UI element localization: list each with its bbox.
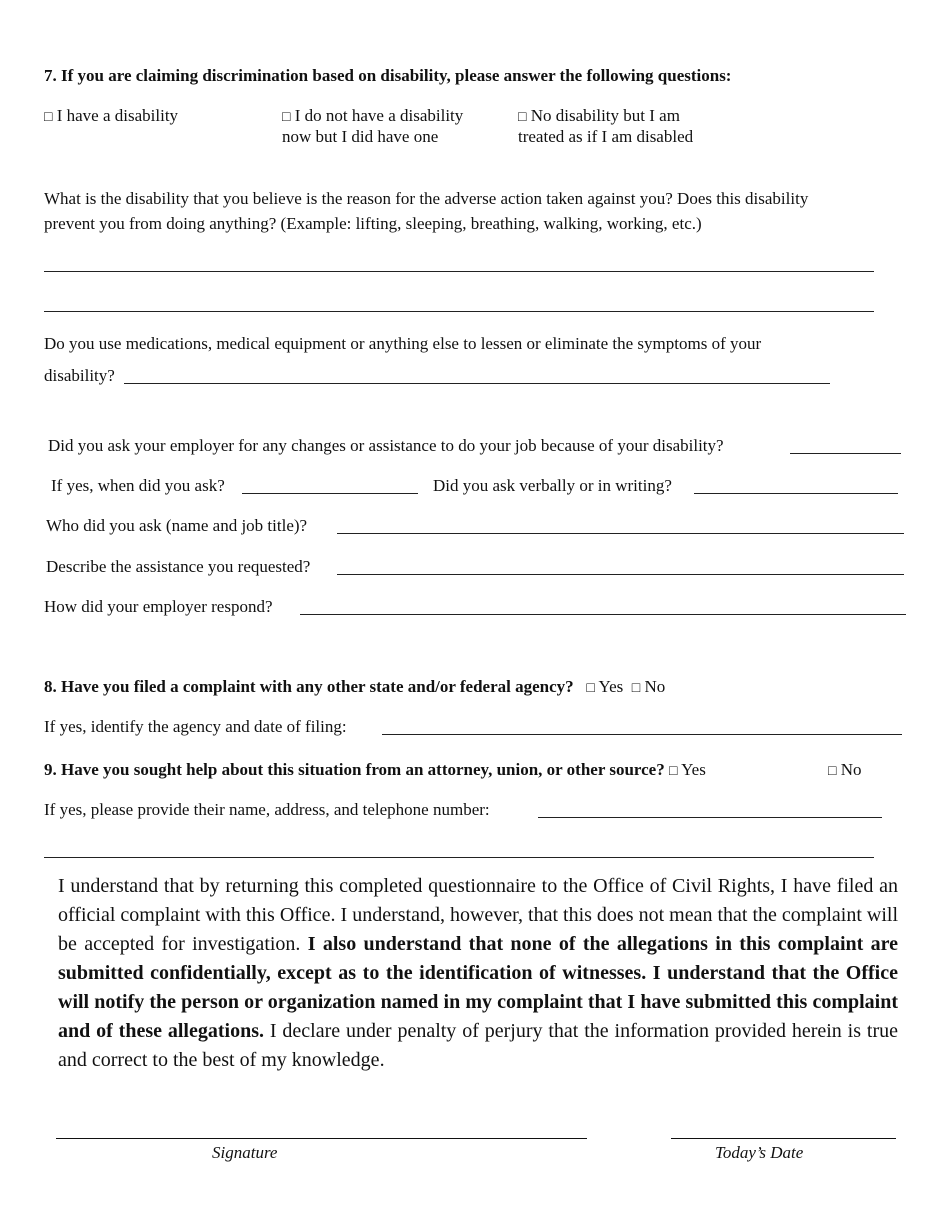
q8-identify-answer-line[interactable] xyxy=(382,734,902,735)
signature-label: Signature xyxy=(212,1143,278,1162)
option-label: I do not have a disability xyxy=(294,106,464,125)
who-answer-line[interactable] xyxy=(337,533,904,534)
declaration-part3: I declare under penalty of perjury that the information provided herein is true and correct to the best of my knowledge. xyxy=(58,1020,898,1071)
declaration-part1: I understand that by returning this completed questionnaire to the Office of Civil Rights, I have filed an official complaint with this Office. I understand, however, that this does not mean that the complaint will be accepted for investigation. xyxy=(58,875,898,955)
q8-yes-label: Yes xyxy=(598,677,624,696)
option-label: I have a disability xyxy=(56,106,179,125)
disability-answer-line-1[interactable] xyxy=(44,271,874,272)
option-label-line2: treated as if I am disabled xyxy=(518,127,694,146)
q9-provide-answer-line-2[interactable] xyxy=(44,857,874,858)
q8-row xyxy=(44,677,665,699)
q9-yes-label: Yes xyxy=(681,760,706,779)
option-label: No disability but I am xyxy=(530,106,680,125)
meds-answer-line[interactable] xyxy=(124,383,830,384)
respond-answer-line[interactable] xyxy=(300,614,906,615)
q9-no-option xyxy=(828,760,862,782)
meds-question-line1: Do you use medications, medical equipment or anything else to lessen or eliminate the symptoms of your xyxy=(44,334,762,353)
q9-provide-question: If yes, please provide their name, address, and telephone number: xyxy=(44,800,490,819)
how-answer-line[interactable] xyxy=(694,493,898,494)
checkbox-icon[interactable]: □ xyxy=(586,681,595,696)
checkbox-icon[interactable]: □ xyxy=(828,764,837,779)
q8-identify-question: If yes, identify the agency and date of filing: xyxy=(44,717,347,736)
option-label-line2: now but I did have one xyxy=(282,127,439,146)
checkbox-icon[interactable]: □ xyxy=(282,110,291,125)
meds-question-line2: disability? xyxy=(44,366,115,385)
declaration-part2-bold: I also understand that none of the allegations in this complaint are submitted confidentially, except as to the identification of witnesses. I understand that the Office will notify the person or organization named in my complaint that I have submitted this complaint and of these allegations. xyxy=(58,933,899,1042)
disability-question-line1: What is the disability that you believe is the reason for the adverse action taken against you? Does this disability xyxy=(44,189,809,208)
how-question: Did you ask verbally or in writing? xyxy=(433,476,672,495)
describe-answer-line[interactable] xyxy=(337,574,904,575)
q9-row xyxy=(44,760,706,782)
checkbox-icon[interactable]: □ xyxy=(44,110,53,125)
q9-provide-answer-line[interactable] xyxy=(538,817,882,818)
assist-question: Did you ask your employer for any changes or assistance to do your job because of your disability? xyxy=(48,436,724,455)
disability-question-line2: prevent you from doing anything? (Example: lifting, sleeping, breathing, walking, working, etc.) xyxy=(44,214,702,233)
when-answer-line[interactable] xyxy=(242,493,418,494)
describe-question: Describe the assistance you requested? xyxy=(46,557,311,576)
checkbox-icon[interactable]: □ xyxy=(631,681,641,696)
option-have-disability[interactable] xyxy=(44,106,178,128)
declaration-paragraph xyxy=(58,872,898,1075)
q8-no-label: No xyxy=(644,677,666,696)
disability-answer-line-2[interactable] xyxy=(44,311,874,312)
q9-no-label: No xyxy=(840,760,862,779)
q8-heading: 8. Have you filed a complaint with any other state and/or federal agency? xyxy=(44,677,574,696)
date-line[interactable] xyxy=(671,1138,896,1139)
checkbox-icon[interactable]: □ xyxy=(518,110,527,125)
assist-answer-line[interactable] xyxy=(790,453,901,454)
who-question: Who did you ask (name and job title)? xyxy=(46,516,308,535)
signature-line[interactable] xyxy=(56,1138,587,1139)
checkbox-icon[interactable]: □ xyxy=(668,764,678,779)
when-question: If yes, when did you ask? xyxy=(51,476,225,495)
option-had-disability[interactable] xyxy=(282,106,463,128)
q9-heading: 9. Have you sought help about this situation from an attorney, union, or other source? xyxy=(44,760,665,779)
respond-question: How did your employer respond? xyxy=(44,597,273,616)
option-treated-as-disabled[interactable] xyxy=(518,106,680,128)
date-label: Today’s Date xyxy=(715,1143,804,1162)
q7-heading: 7. If you are claiming discrimination based on disability, please answer the following questions: xyxy=(44,66,732,85)
